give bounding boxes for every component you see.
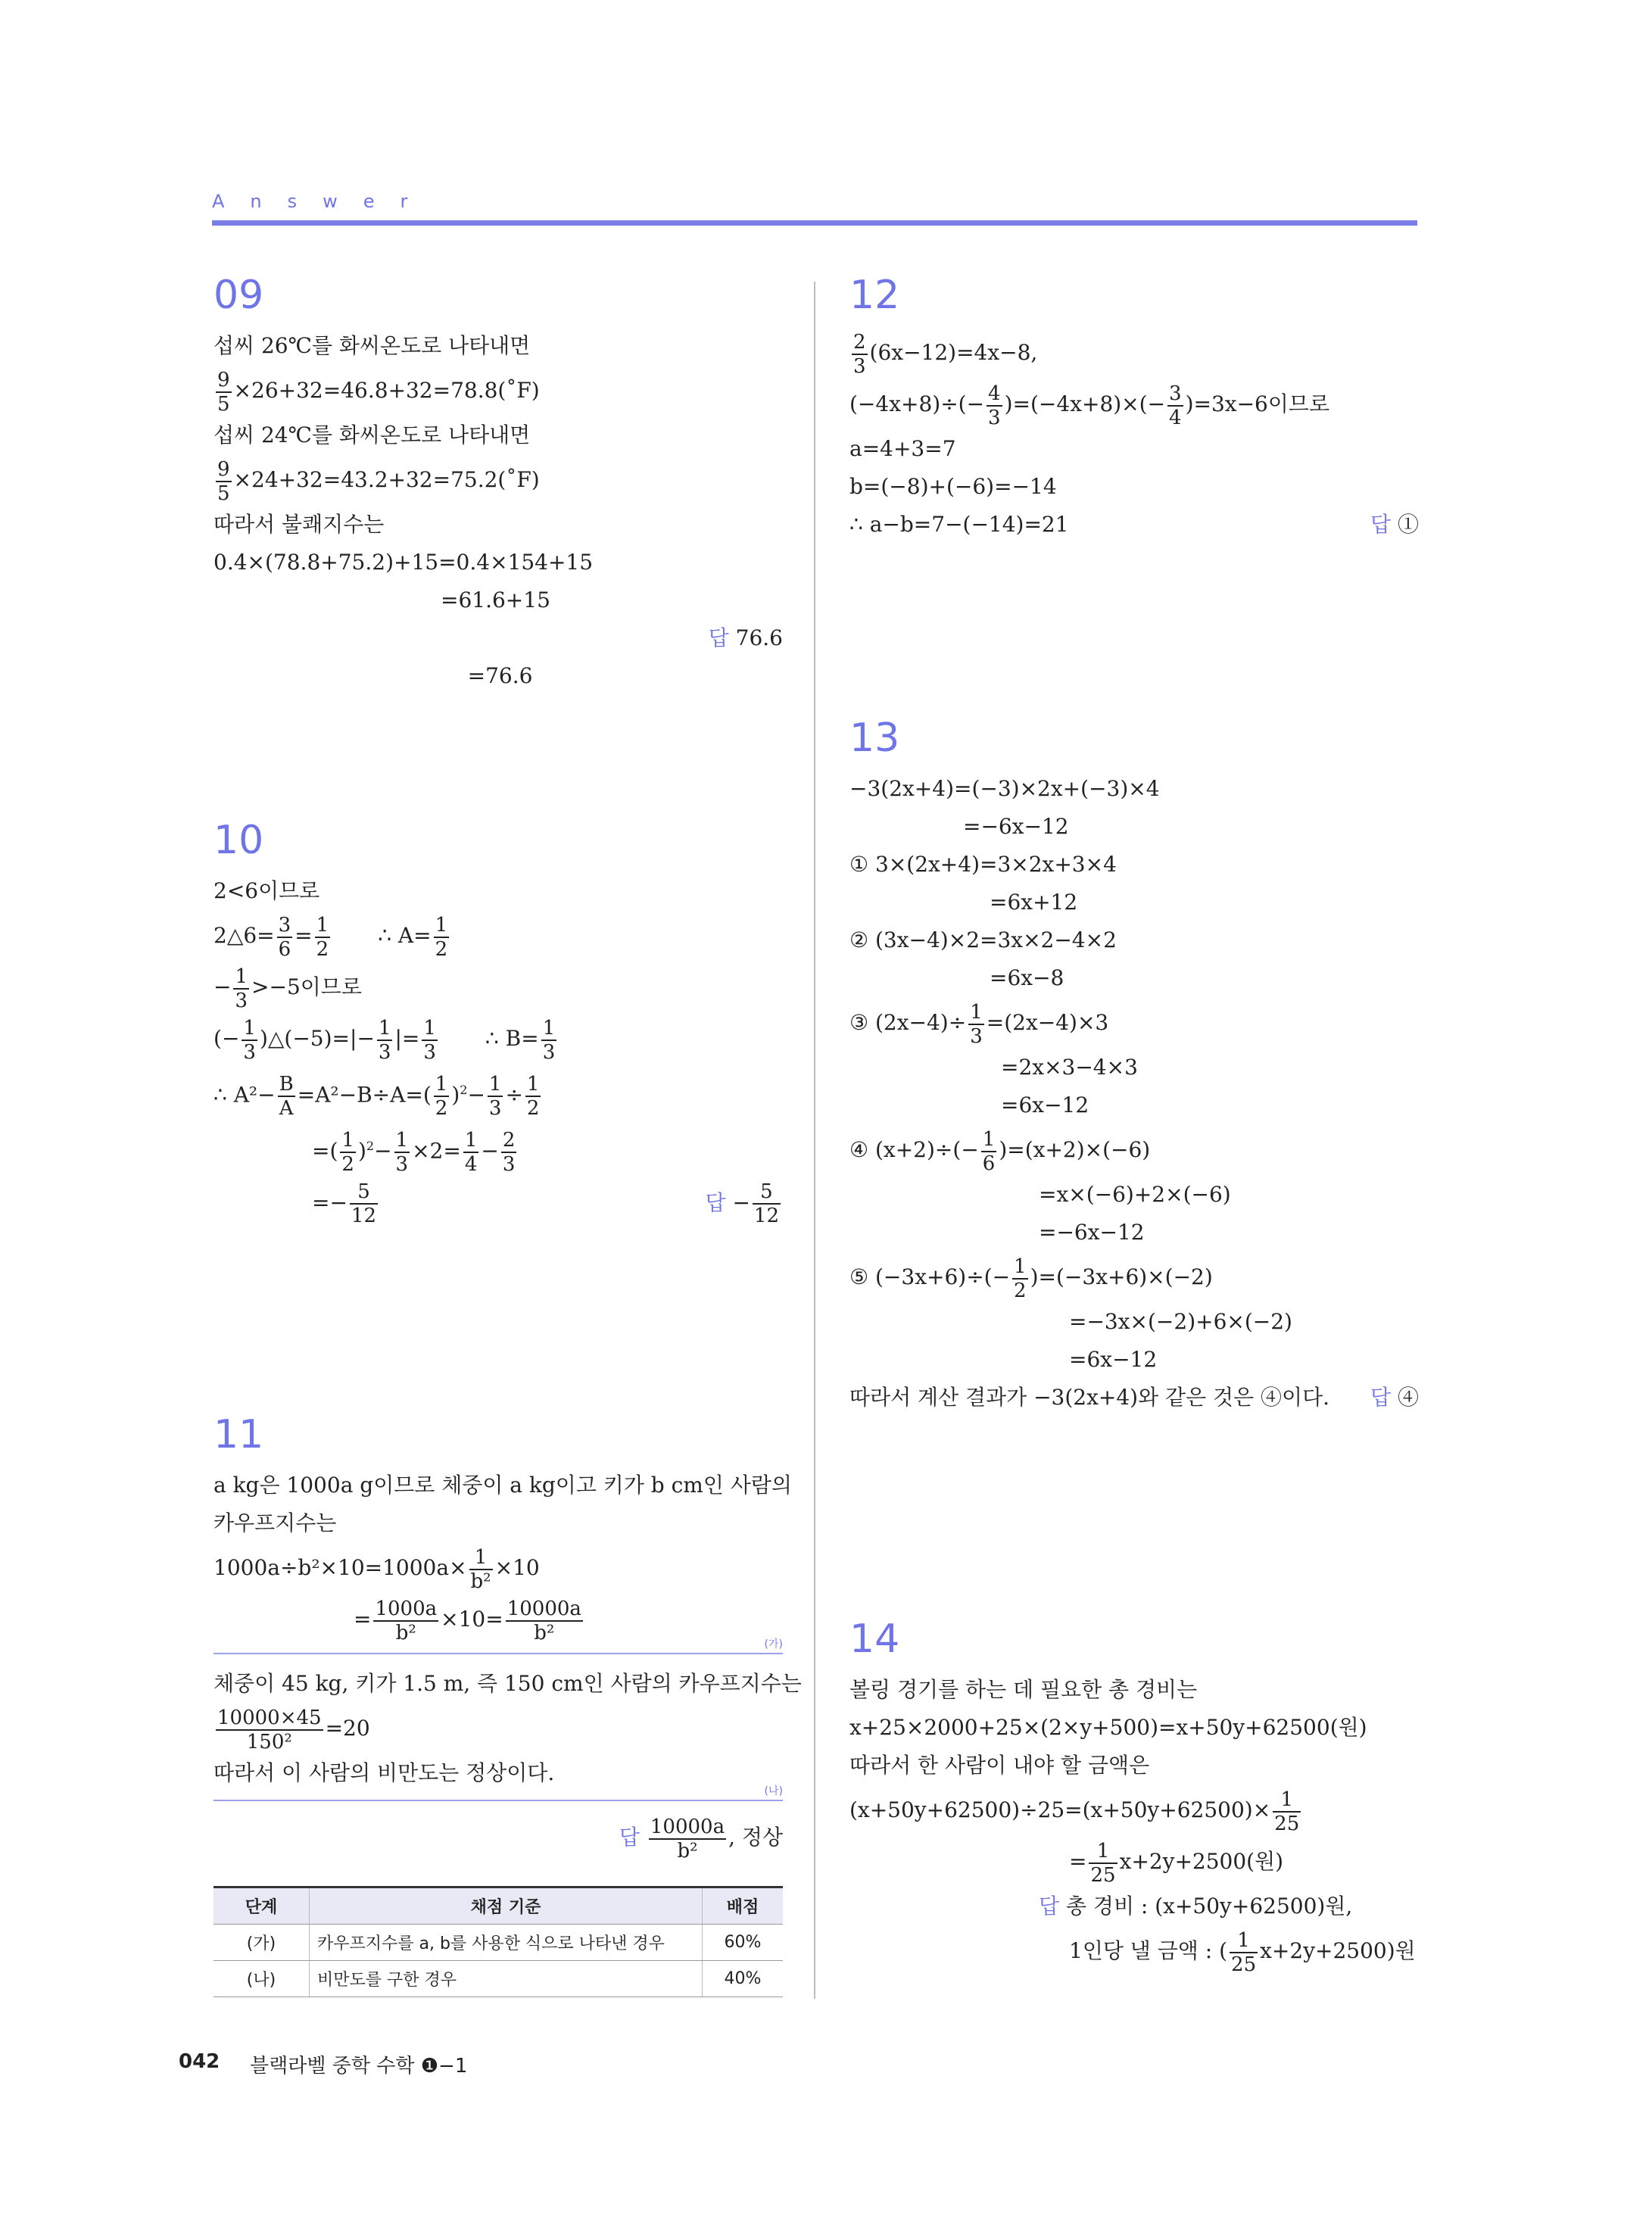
problem-number: 11 [214, 1412, 264, 1457]
page-number: 042 [179, 2050, 220, 2073]
equation-line: (x+50y+62500)÷25=(x+50y+62500)× $\frac{1}{25}$ [849, 1788, 1300, 1835]
fraction: $\frac{9}{5}$ [217, 457, 230, 505]
equation-line: =6x−12 [1069, 1347, 1158, 1372]
equation-line: 0.4×(78.8+75.2)+15=0.4×154+15 [214, 550, 594, 575]
table-header: 단계 [214, 1887, 310, 1925]
text-line: 따라서 계산 결과가 −3(2x+4)와 같은 것은 ④이다. 답 ④ [849, 1379, 1419, 1492]
equation-line: =−6x−12 [1039, 1220, 1145, 1245]
answer: 답 − $\frac{5}{12}$ [705, 1180, 779, 1228]
table-cell: 카우프지수를 a, b를 사용한 식으로 나타낸 경우 [310, 1925, 703, 1961]
equation-line: =− $\frac{5}{12}$ 답 − $\frac{5}{12}$ [214, 1177, 783, 1332]
equation-line: $\frac{9}{5}$ ×26+32=46.8+32=78.8(˚F) [217, 368, 540, 416]
text-line: 2<6이므로 [214, 878, 320, 903]
table-cell: (나) [214, 1961, 310, 1997]
problem-12 [849, 273, 1419, 619]
problem-14 [849, 1616, 1419, 1977]
equation-line: =x×(−6)+2×(−6) [1039, 1182, 1231, 1207]
text-line: 체중이 45 kg, 키가 1.5 m, 즉 150 cm인 사람의 카우프지수는 [214, 1671, 802, 1696]
header-label: Answer [212, 191, 434, 212]
problem-number: 14 [849, 1616, 900, 1662]
equation-line: 1000a÷b²×10=1000a× $\frac{1}{\text{b²}}$ ×10 [214, 1545, 540, 1593]
answer: 답 ① [1370, 512, 1419, 537]
fraction: $\frac{9}{5}$ [217, 368, 230, 416]
equation-line: ⑤ (−3x+6)÷(− $\frac{1}{2}$ )=(−3x+6)×(−2) [849, 1255, 1213, 1302]
text-line: 카우프지수는 [214, 1510, 337, 1535]
text-line: 섭씨 24℃를 화씨온도로 나타내면 [214, 422, 531, 447]
step-divider: (가) [214, 1653, 783, 1654]
problem-number: 09 [214, 273, 264, 318]
text-line: 볼링 경기를 하는 데 필요한 총 경비는 [849, 1677, 1198, 1702]
equation-line: −3(2x+4)=(−3)×2x+(−3)×4 [849, 776, 1160, 801]
table-cell: (가) [214, 1925, 310, 1961]
equation-line: =6x−8 [990, 965, 1064, 990]
equation-line: − $\frac{1}{3}$ >−5이므로 [214, 965, 362, 1012]
equation-line: $\frac{2}{3}$ (6x−12)=4x−8, [853, 330, 1038, 378]
answer-line: 1인당 낼 금액 : ( $\frac{1}{25}$ x+2y+2500)원 [1069, 1928, 1416, 1976]
problem-13 [849, 715, 1419, 1492]
step-divider: (나) [214, 1800, 783, 1801]
answer: 답 76.6 [708, 625, 783, 650]
problem-number: 13 [849, 715, 900, 761]
text-line: 따라서 한 사람이 내야 할 금액은 [849, 1753, 1150, 1778]
equation-line: = $\frac{1}{25}$ x+2y+2500(원) [1069, 1839, 1284, 1887]
equation-line: a=4+3=7 [849, 436, 956, 461]
book-title: 블랙라벨 중학 수학 ❶−1 [250, 2055, 468, 2078]
text-line: 섭씨 26℃를 화씨온도로 나타내면 [214, 333, 531, 358]
equation-line: =6x−12 [1001, 1093, 1089, 1118]
text-line: 따라서 불쾌지수는 [214, 512, 385, 537]
table-header: 배점 [703, 1887, 784, 1925]
equation-line: =6x+12 [990, 890, 1078, 915]
equation-line: =−6x−12 [963, 814, 1069, 839]
table-row [214, 1961, 783, 1997]
equation-line: (−4x+8)÷(− $\frac{4}{3}$ )=(−4x+8)×(− $\frac{3}{4}$ )=3x−6이므로 [849, 382, 1330, 429]
equation-line: (− $\frac{1}{3}$ )△(−5)=|− $\frac{1}{3}$ |= $\frac{1}{3}$ ∴ B= $\frac{1}{3}$ [214, 1016, 556, 1064]
equation-line: = $\frac{1000a}{\text{b²}}$ ×10= $\frac{10000a}{\text{b²}}$ [354, 1597, 581, 1644]
answer: 답 $\frac{10000a}{\text{b²}}$ , 정상 [619, 1815, 783, 1862]
grading-table [214, 1886, 783, 1997]
table-row [214, 1925, 783, 1961]
equation-line: $\frac{9}{5}$ ×24+32=43.2+32=75.2(˚F) [217, 457, 540, 505]
table-cell: 40% [703, 1961, 784, 1997]
equation-line: =2x×3−4×3 [1001, 1055, 1138, 1080]
equation-line: =61.6+15 [441, 588, 550, 613]
equation-line: ∴ a−b=7−(−14)=21 답 ① [849, 506, 1419, 619]
problem-10 [214, 818, 783, 1332]
problem-number: 10 [214, 818, 264, 863]
equation-line: ① 3×(2x+4)=3×2x+3×4 [849, 852, 1117, 877]
equation-line: b=(−8)+(−6)=−14 [849, 474, 1057, 499]
equation-line: 2△6= $\frac{3}{6}$ = $\frac{1}{2}$ ∴ A= $\frac{1}{2}$ [214, 913, 448, 961]
equation-line: =76.6 답 76.6 [214, 619, 783, 771]
equation-line: ② (3x−4)×2=3x×2−4×2 [849, 927, 1117, 952]
problem-11 [214, 1412, 802, 1997]
equation-line: $\frac{10000\times 45}{\text{150²}}$ =20 [217, 1706, 370, 1753]
equation-line: ∴ A²− $\frac{B}{A}$ =A²−B÷A=( $\frac{1}{2}$ )$^2$− $\frac{1}{3}$ ÷ $\frac{1}{2}$ [214, 1072, 540, 1120]
equation-line: =−3x×(−2)+6×(−2) [1069, 1309, 1292, 1334]
equation-line: =( $\frac{1}{2}$ )$^2$− $\frac{1}{3}$ ×2= $\frac{1}{4}$ − $\frac{2}{3}$ [312, 1129, 516, 1177]
equation-line: ④ (x+2)÷(− $\frac{1}{6}$ )=(x+2)×(−6) [849, 1127, 1151, 1175]
answer: 답 ④ [1370, 1385, 1419, 1410]
table-header: 채점 기준 [310, 1887, 703, 1925]
equation-line: x+25×2000+25×(2×y+500)=x+50y+62500(원) [849, 1715, 1367, 1740]
equation-line: ③ (2x−4)÷ $\frac{1}{3}$ =(2x−4)×3 [849, 1000, 1109, 1048]
column-divider [814, 282, 815, 1999]
problem-number: 12 [849, 273, 900, 318]
text-line: 따라서 이 사람의 비만도는 정상이다. [214, 1760, 555, 1785]
text-line: a kg은 1000a g이므로 체중이 a kg이고 키가 b cm인 사람의 [214, 1473, 792, 1498]
header-rule [212, 220, 1417, 226]
table-cell: 60% [703, 1925, 784, 1961]
problem-09 [214, 273, 783, 771]
answer: 답 총 경비 : (x+50y+62500)원, [1039, 1894, 1353, 1919]
table-cell: 비만도를 구한 경우 [310, 1961, 703, 1997]
